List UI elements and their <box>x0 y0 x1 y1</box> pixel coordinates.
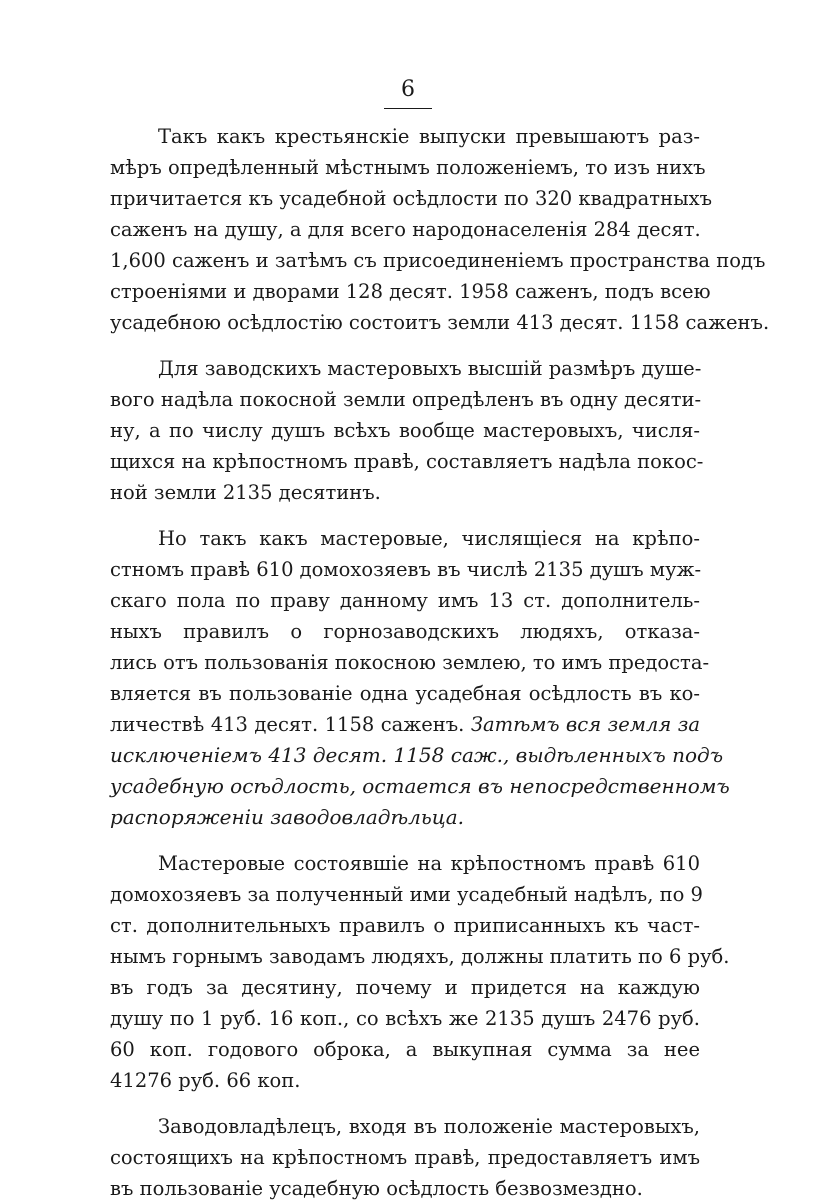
text-block <box>110 121 770 1204</box>
text-line: усадебную осѣдлость, остается въ непосредственномъ <box>110 774 730 798</box>
text-line: вого надѣла покосной земли опредѣленъ въ одну десяти- <box>110 388 702 411</box>
text-line: ныхъ правилъ о горнозаводскихъ людяхъ, отказа- <box>110 620 700 643</box>
text-line: состоящихъ на крѣпостномъ правѣ, предоставляетъ имъ <box>110 1146 700 1169</box>
page-number-rule <box>384 108 432 109</box>
text-line <box>110 709 700 740</box>
text-line: нымъ горнымъ заводамъ людяхъ, должны платить по 6 руб. <box>110 945 730 968</box>
text-line: усадебною осѣдлостію состоитъ земли 413 десят. 1158 саженъ. <box>110 311 770 334</box>
text-line: ной земли 2135 десятинъ. <box>110 481 381 504</box>
text-line: саженъ на душу, а для всего народонаселенія 284 десят. <box>110 218 701 241</box>
text-line: ну, а по числу душъ всѣхъ вообще мастеровыхъ, числя- <box>110 419 700 442</box>
text-line: исключеніемъ 413 десят. 1158 саж., выдѣленныхъ подъ <box>110 743 724 767</box>
text-line: Такъ какъ крестьянскіе выпуски превышаютъ раз- <box>158 125 700 148</box>
text-line: домохозяевъ за полученный ими усадебный надѣлъ, по 9 <box>110 883 703 906</box>
text-line: Мастеровые состоявшіе на крѣпостномъ правѣ 610 <box>158 852 700 875</box>
text-line: распоряженіи заводовладѣльца. <box>110 805 464 829</box>
paragraph <box>110 353 704 508</box>
paragraph <box>110 523 730 833</box>
paragraph <box>110 121 770 338</box>
text-line: вляется въ пользованіе одна усадебная осѣдлость въ ко- <box>110 682 700 705</box>
paragraph <box>110 848 730 1096</box>
text-line: мѣръ опредѣленный мѣстнымъ положеніемъ, то изъ нихъ <box>110 156 706 179</box>
page-number: 6 <box>401 77 415 102</box>
text-line: ст. дополнительныхъ правилъ о приписанныхъ къ част- <box>110 914 700 937</box>
text-line: скаго пола по праву данному имъ 13 ст. дополнитель- <box>110 589 700 612</box>
text-segment: личествѣ 413 десят. 1158 саженъ. <box>110 713 465 736</box>
text-line: 1,600 саженъ и затѣмъ съ присоединеніемъ пространства подъ <box>110 249 766 272</box>
text-line: въ пользованіе усадебную осѣдлость безвозмездно. <box>110 1177 643 1200</box>
text-line: Заводовладѣлецъ, входя въ положеніе мастеровыхъ, <box>158 1115 700 1138</box>
italic-segment: Затѣмъ вся земля за <box>470 713 700 736</box>
text-line: строеніями и дворами 128 десят. 1958 саженъ, подъ всею <box>110 280 711 303</box>
text-line: въ годъ за десятину, почему и придется на каждую <box>110 976 700 999</box>
text-line: лись отъ пользованія покосною землею, то имъ предоста- <box>110 651 710 674</box>
text-line: 60 коп. годового оброка, а выкупная сумма за нее <box>110 1038 700 1061</box>
text-line: стномъ правѣ 610 домохозяевъ въ числѣ 2135 душъ муж- <box>110 558 702 581</box>
text-line: душу по 1 руб. 16 коп., со всѣхъ же 2135 душъ 2476 руб. <box>110 1007 700 1030</box>
text-line: Но такъ какъ мастеровые, числящіеся на крѣпо- <box>158 527 700 550</box>
text-line: щихся на крѣпостномъ правѣ, составляетъ надѣла покос- <box>110 450 704 473</box>
text-line: Для заводскихъ мастеровыхъ высшій размѣръ душе- <box>158 357 702 380</box>
text-line: 41276 руб. 66 коп. <box>110 1069 301 1092</box>
text-line: причитается къ усадебной осѣдлости по 320 квадратныхъ <box>110 187 712 210</box>
paragraph <box>110 1111 700 1204</box>
